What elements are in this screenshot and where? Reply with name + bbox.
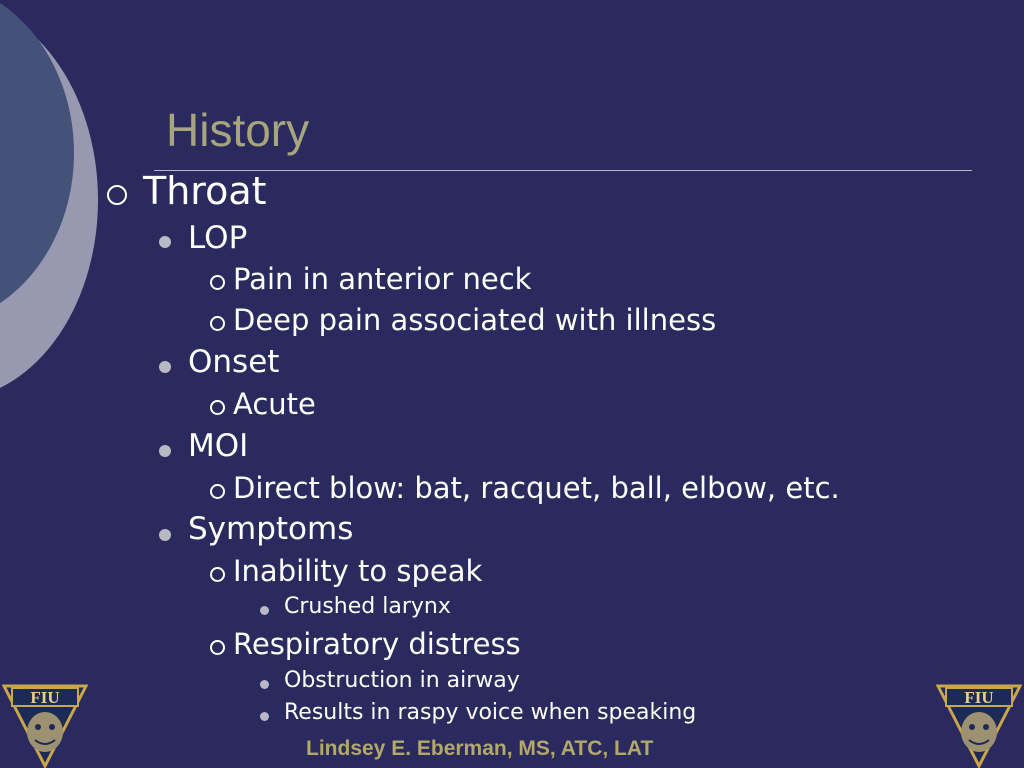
footer-author: Lindsey E. Eberman, MS, ATC, LAT (306, 737, 654, 760)
logo-text: FIU (964, 688, 994, 707)
ring-bullet-icon (210, 484, 225, 499)
bullet-text: Acute (233, 387, 316, 421)
ring-bullet-icon (210, 400, 225, 415)
bullet-text: Deep pain associated with illness (233, 303, 717, 337)
ring-bullet-icon (210, 567, 225, 582)
dot-bullet-icon (159, 445, 171, 457)
dot-bullet-icon (159, 361, 171, 373)
bullet-text: MOI (188, 428, 249, 464)
dot-bullet-icon (159, 236, 171, 248)
dot-bullet-icon (260, 680, 269, 689)
bullet-text: Obstruction in airway (284, 668, 520, 693)
dot-bullet-icon (159, 529, 171, 541)
bullet-text: Pain in anterior neck (233, 262, 532, 296)
bullet-text: Symptoms (188, 511, 354, 547)
dot-bullet-icon (260, 606, 269, 615)
ring-bullet-icon (210, 275, 225, 290)
title-divider (154, 170, 972, 171)
fiu-logo-icon (2, 682, 88, 768)
logo-text: FIU (30, 688, 60, 707)
bullet-text: Onset (188, 344, 280, 380)
bullet-text: Results in raspy voice when speaking (284, 700, 697, 725)
bullet-text: Inability to speak (233, 554, 483, 588)
bullet-text: Throat (143, 169, 267, 213)
ring-bullet-icon (210, 640, 225, 655)
fiu-logo-icon (936, 682, 1022, 768)
slide-title: History (166, 104, 310, 156)
bullet-text: Respiratory distress (233, 627, 521, 661)
bullet-text: LOP (188, 220, 248, 256)
ring-bullet-icon (107, 185, 127, 205)
bullet-text: Direct blow: bat, racquet, ball, elbow, etc. (233, 471, 840, 505)
bullet-text: Crushed larynx (284, 594, 451, 619)
ring-bullet-icon (210, 316, 225, 331)
dot-bullet-icon (260, 712, 269, 721)
